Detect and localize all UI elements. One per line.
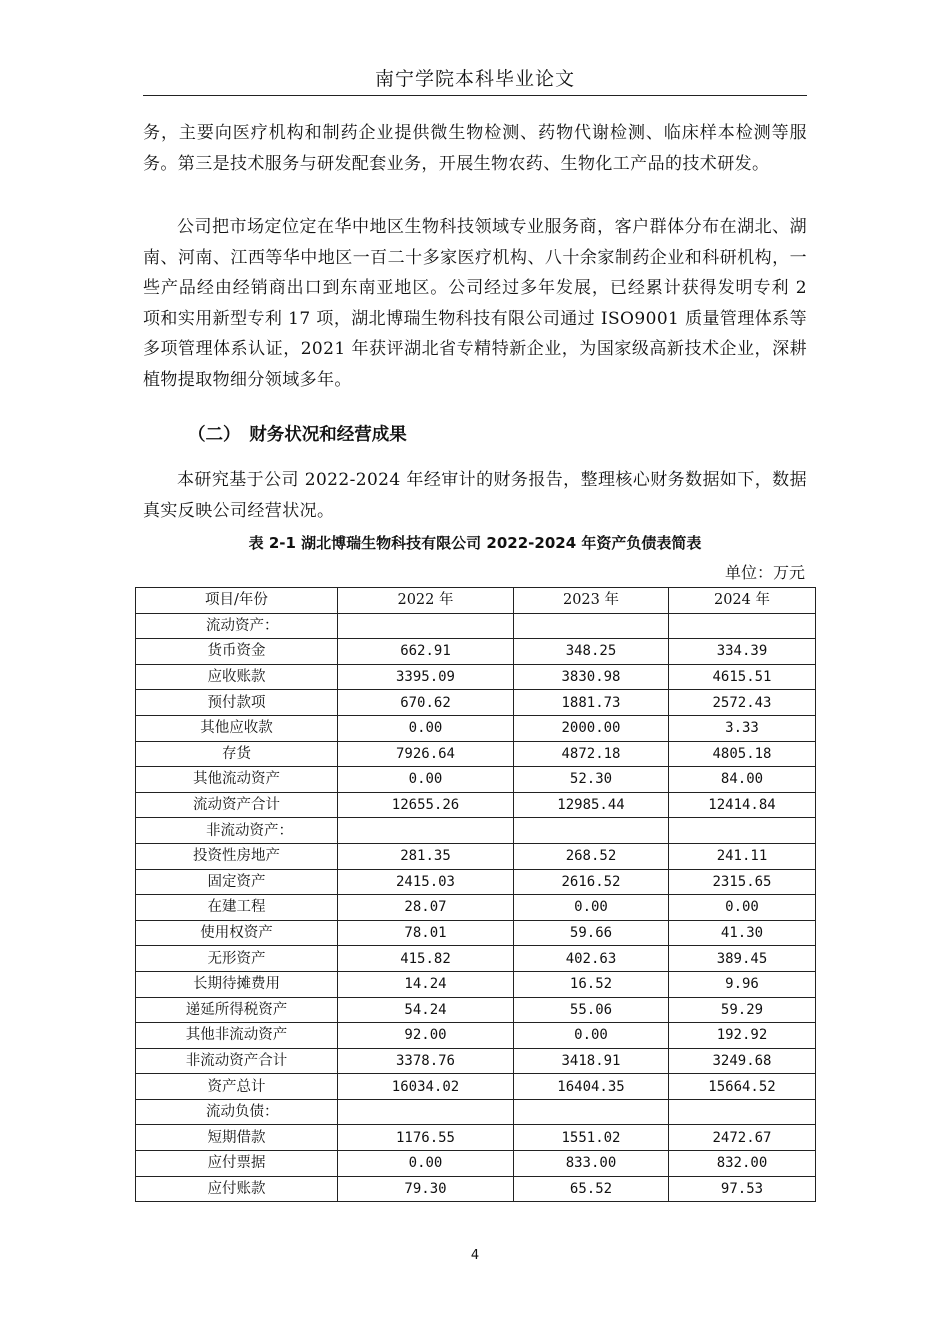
- table-row: [136, 664, 816, 690]
- table-row: [136, 792, 816, 818]
- row-value-2024: 84.00: [669, 767, 816, 793]
- row-value-2022: 16034.02: [338, 1074, 514, 1100]
- table-row: [136, 997, 816, 1023]
- row-value-2023: [514, 613, 669, 639]
- row-value-2024: 97.53: [669, 1176, 816, 1202]
- row-value-2023: 348.25: [514, 639, 669, 665]
- row-value-2024: 12414.84: [669, 792, 816, 818]
- row-value-2023: 0.00: [514, 895, 669, 921]
- row-label: 其他应收款: [136, 715, 338, 741]
- row-value-2024: 41.30: [669, 920, 816, 946]
- table-row: [136, 1125, 816, 1151]
- row-value-2022: 1176.55: [338, 1125, 514, 1151]
- row-value-2022: 2415.03: [338, 869, 514, 895]
- row-value-2022: 14.24: [338, 971, 514, 997]
- table-row: [136, 613, 816, 639]
- section-heading: （二） 财务状况和经营成果: [188, 425, 407, 445]
- header-cell-2024: 2024 年: [669, 588, 816, 614]
- row-value-2024: 2572.43: [669, 690, 816, 716]
- page-header-title: 南宁学院本科毕业论文: [374, 68, 575, 90]
- row-value-2023: 52.30: [514, 767, 669, 793]
- row-value-2024: 832.00: [669, 1151, 816, 1177]
- row-label: 递延所得税资产: [136, 997, 338, 1023]
- header-cell-2022: 2022 年: [338, 588, 514, 614]
- row-value-2022: 3395.09: [338, 664, 514, 690]
- table-header-row: [136, 588, 816, 614]
- row-label: 短期借款: [136, 1125, 338, 1151]
- row-value-2023: 3830.98: [514, 664, 669, 690]
- row-value-2023: 16404.35: [514, 1074, 669, 1100]
- row-label: 应收账款: [136, 664, 338, 690]
- balance-sheet-table: [135, 587, 816, 1202]
- table-row: [136, 869, 816, 895]
- row-value-2024: 2315.65: [669, 869, 816, 895]
- table-caption: 表 2-1 湖北博瑞生物科技有限公司 2022-2024 年资产负债表简表: [248, 534, 702, 552]
- header-rule: [143, 95, 807, 96]
- row-label: 流动负债：: [136, 1099, 338, 1125]
- table-row: [136, 1048, 816, 1074]
- row-value-2024: 192.92: [669, 1023, 816, 1049]
- table-row: [136, 818, 816, 844]
- header-cell-item: 项目/年份: [136, 588, 338, 614]
- row-value-2022: 3378.76: [338, 1048, 514, 1074]
- table-row: [136, 971, 816, 997]
- row-value-2023: [514, 818, 669, 844]
- row-label: 固定资产: [136, 869, 338, 895]
- table-row: [136, 1023, 816, 1049]
- row-label: 流动资产合计: [136, 792, 338, 818]
- row-value-2023: 1881.73: [514, 690, 669, 716]
- row-label: 无形资产: [136, 946, 338, 972]
- row-value-2023: 833.00: [514, 1151, 669, 1177]
- row-value-2024: 389.45: [669, 946, 816, 972]
- row-value-2022: 662.91: [338, 639, 514, 665]
- row-label: 预付款项: [136, 690, 338, 716]
- row-value-2022: [338, 818, 514, 844]
- table-row: [136, 1074, 816, 1100]
- row-value-2022: 0.00: [338, 715, 514, 741]
- row-label: 货币资金: [136, 639, 338, 665]
- row-value-2022: 7926.64: [338, 741, 514, 767]
- row-label: 流动资产：: [136, 613, 338, 639]
- row-label: 在建工程: [136, 895, 338, 921]
- row-value-2022: 0.00: [338, 1151, 514, 1177]
- table-row: [136, 741, 816, 767]
- table-row: [136, 767, 816, 793]
- table-row: [136, 715, 816, 741]
- paragraph-3: 本研究基于公司 2022-2024 年经审计的财务报告，整理核心财务数据如下，数据真实反映公司经营状况。: [143, 470, 807, 521]
- header-cell-2023: 2023 年: [514, 588, 669, 614]
- row-value-2024: 4805.18: [669, 741, 816, 767]
- row-value-2022: 12655.26: [338, 792, 514, 818]
- paragraph-1: 务，主要向医疗机构和制药企业提供微生物检测、药物代谢检测、临床样本检测等服务。第三是技术服务与研发配套业务，开展生物农药、生物化工产品的技术研发。: [143, 123, 807, 174]
- row-value-2023: 2616.52: [514, 869, 669, 895]
- row-value-2023: 55.06: [514, 997, 669, 1023]
- row-value-2023: 16.52: [514, 971, 669, 997]
- row-value-2024: 9.96: [669, 971, 816, 997]
- row-value-2023: 3418.91: [514, 1048, 669, 1074]
- row-label: 存货: [136, 741, 338, 767]
- row-value-2024: 3.33: [669, 715, 816, 741]
- row-value-2023: 65.52: [514, 1176, 669, 1202]
- row-label: 资产总计: [136, 1074, 338, 1100]
- row-value-2023: [514, 1099, 669, 1125]
- table-row: [136, 946, 816, 972]
- row-value-2023: 0.00: [514, 1023, 669, 1049]
- row-value-2022: 92.00: [338, 1023, 514, 1049]
- row-value-2023: 402.63: [514, 946, 669, 972]
- row-label: 非流动资产：: [136, 818, 338, 844]
- row-value-2022: 670.62: [338, 690, 514, 716]
- row-label: 应付票据: [136, 1151, 338, 1177]
- table-row: [136, 920, 816, 946]
- row-value-2022: [338, 1099, 514, 1125]
- row-label: 其他非流动资产: [136, 1023, 338, 1049]
- row-value-2022: [338, 613, 514, 639]
- table-unit: 单位：万元: [724, 563, 805, 582]
- table-row: [136, 1151, 816, 1177]
- row-value-2024: 4615.51: [669, 664, 816, 690]
- row-value-2024: 241.11: [669, 843, 816, 869]
- row-label: 长期待摊费用: [136, 971, 338, 997]
- row-value-2022: 78.01: [338, 920, 514, 946]
- row-label: 投资性房地产: [136, 843, 338, 869]
- table-row: [136, 639, 816, 665]
- paragraph-2: 公司把市场定位定在华中地区生物科技领域专业服务商，客户群体分布在湖北、湖南、河南、江西等华中地区一百二十多家医疗机构、八十余家制药企业和科研机构，一些产品经由经销商出口到东南亚地区。公司经过多年发展，已经累计获得发明专利 2 项和实用新型专利 17 项，湖北博瑞生物科技有限公司通过 ISO9001 质量管理体系等多项管理体系认证，2021 年获评湖北省专精特新企业，为国家级高新技术企业，深耕植物提取物细分领域多年。: [143, 217, 807, 390]
- row-value-2023: 268.52: [514, 843, 669, 869]
- row-value-2022: 0.00: [338, 767, 514, 793]
- balance-sheet-body: [136, 588, 816, 1202]
- row-value-2023: 1551.02: [514, 1125, 669, 1151]
- row-value-2022: 28.07: [338, 895, 514, 921]
- table-row: [136, 843, 816, 869]
- row-label: 非流动资产合计: [136, 1048, 338, 1074]
- row-value-2023: 12985.44: [514, 792, 669, 818]
- table-row: [136, 895, 816, 921]
- row-value-2022: 54.24: [338, 997, 514, 1023]
- row-label: 其他流动资产: [136, 767, 338, 793]
- row-value-2022: 415.82: [338, 946, 514, 972]
- row-value-2023: 59.66: [514, 920, 669, 946]
- page-number: 4: [470, 1248, 480, 1263]
- row-value-2024: 15664.52: [669, 1074, 816, 1100]
- row-value-2022: 79.30: [338, 1176, 514, 1202]
- row-value-2024: 3249.68: [669, 1048, 816, 1074]
- row-value-2024: 2472.67: [669, 1125, 816, 1151]
- row-value-2023: 4872.18: [514, 741, 669, 767]
- table-row: [136, 1099, 816, 1125]
- row-label: 使用权资产: [136, 920, 338, 946]
- table-row: [136, 690, 816, 716]
- table-row: [136, 1176, 816, 1202]
- row-value-2024: 59.29: [669, 997, 816, 1023]
- row-label: 应付账款: [136, 1176, 338, 1202]
- row-value-2024: 0.00: [669, 895, 816, 921]
- row-value-2023: 2000.00: [514, 715, 669, 741]
- row-value-2024: [669, 1099, 816, 1125]
- row-value-2024: [669, 613, 816, 639]
- row-value-2024: 334.39: [669, 639, 816, 665]
- row-value-2022: 281.35: [338, 843, 514, 869]
- row-value-2024: [669, 818, 816, 844]
